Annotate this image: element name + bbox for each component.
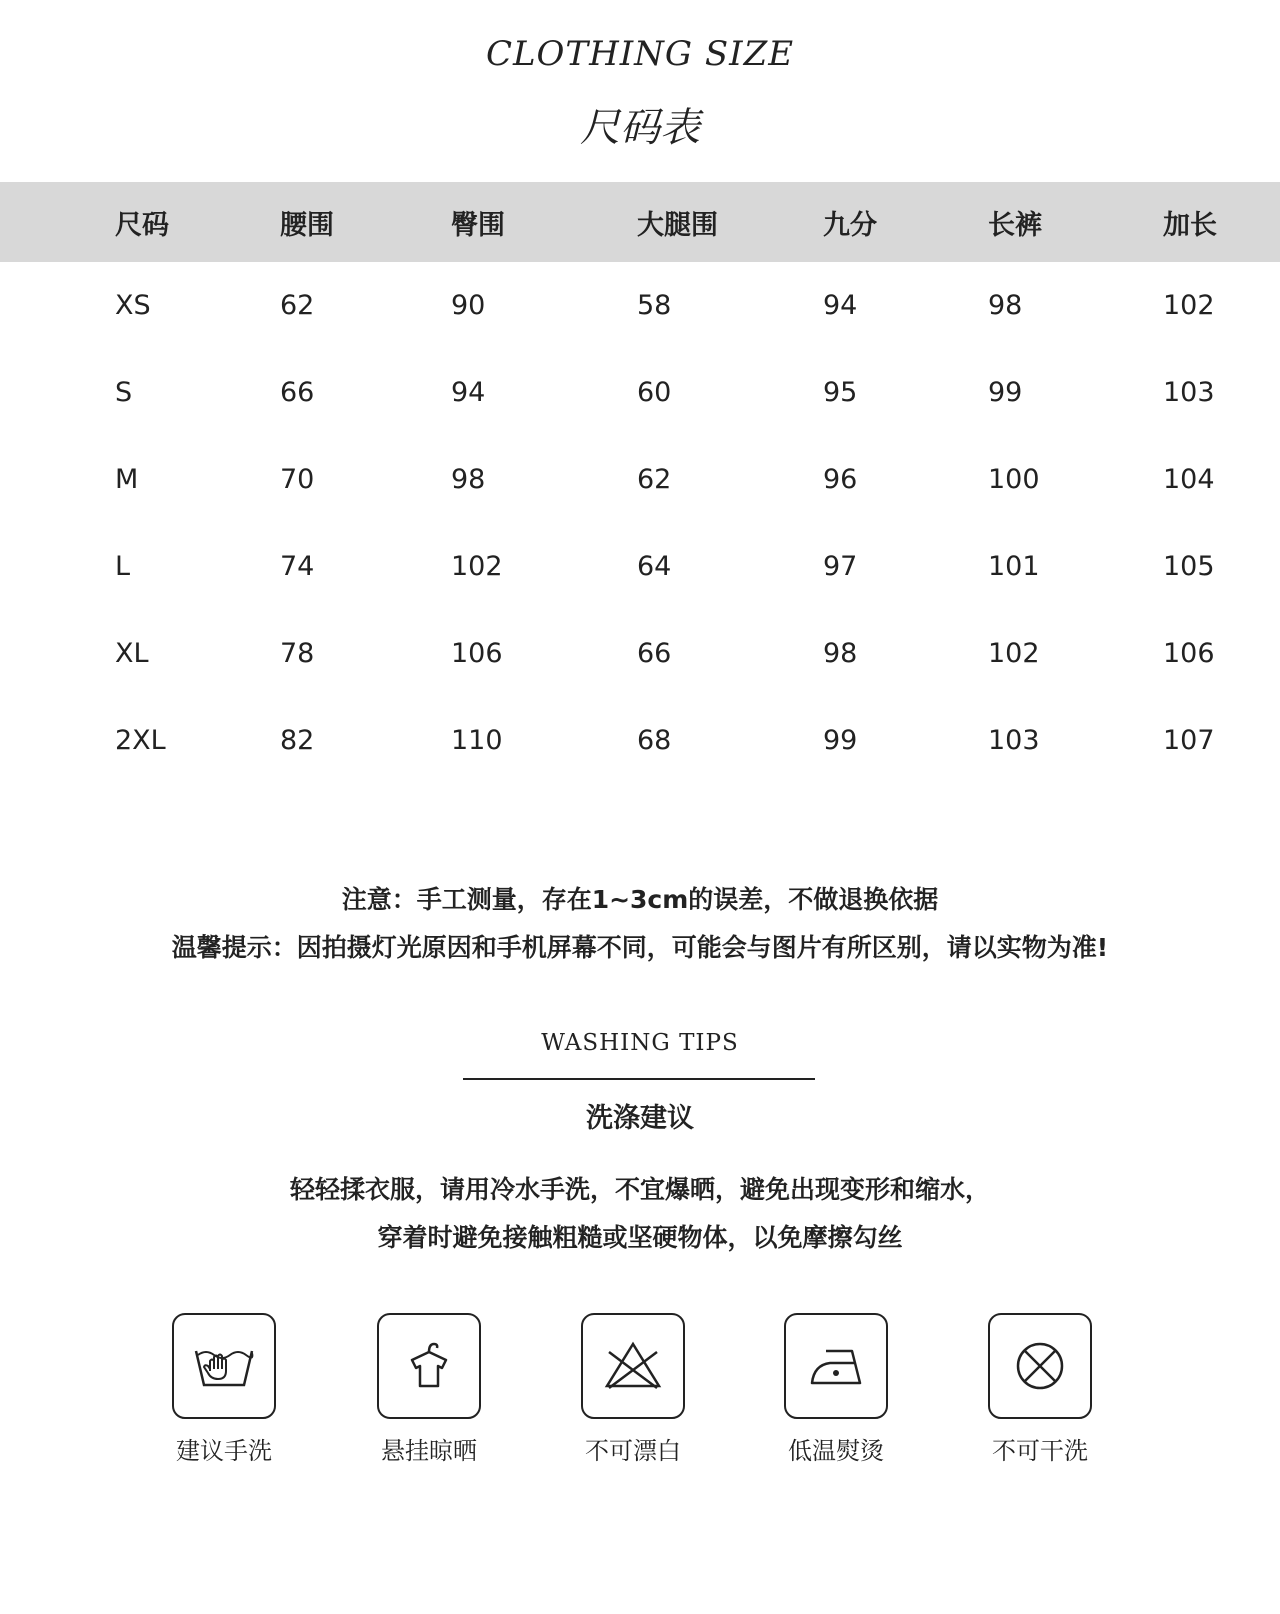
- care-icon-box: [581, 1313, 685, 1419]
- table-row: 2XL 82 110 68 99 103 107: [115, 725, 1215, 756]
- size-chart-title-en: CLOTHING SIZE: [485, 34, 795, 74]
- care-label: 建议手洗: [176, 1437, 272, 1465]
- washing-tips-title-cn: 洗涤建议: [586, 1103, 694, 1134]
- washing-tips-title-en: WASHING TIPS: [541, 1030, 739, 1056]
- care-icon-box: [784, 1313, 888, 1419]
- care-label: 悬挂晾晒: [381, 1437, 477, 1465]
- table-row: M 70 98 62 96 100 104: [115, 464, 1215, 495]
- low-iron-icon: [806, 1343, 866, 1389]
- care-icon-box: [988, 1313, 1092, 1419]
- care-icon-box: [377, 1313, 481, 1419]
- washing-instruction-line: 穿着时避免接触粗糙或坚硬物体，以免摩擦勾丝: [377, 1223, 903, 1252]
- note-measurement-error: 注意：手工测量，存在1~3cm的误差，不做退换依据: [341, 885, 939, 914]
- washing-tips-divider: [463, 1078, 815, 1080]
- table-header-row: 尺码 腰围 臀围 大腿围 九分 长裤 加长: [0, 182, 1280, 262]
- care-item-hang-dry: [369, 1313, 489, 1466]
- no-dry-clean-icon: [1012, 1338, 1068, 1394]
- no-bleach-icon: [603, 1340, 663, 1392]
- size-table: [0, 182, 1280, 784]
- size-chart-title-cn: 尺码表: [580, 105, 700, 151]
- table-row: L 74 102 64 97 101 105: [115, 551, 1215, 582]
- care-item-no-dry-clean: [980, 1313, 1100, 1466]
- table-row: XS 62 90 58 94 98 102: [115, 290, 1215, 321]
- washing-instruction-line: 轻轻揉衣服，请用冷水手洗，不宜爆晒，避免出现变形和缩水，: [289, 1175, 990, 1204]
- measurement-notes: [0, 876, 1280, 972]
- table-row: S 66 94 60 95 99 103: [115, 377, 1215, 408]
- care-item-no-bleach: [573, 1313, 693, 1466]
- care-item-hand-wash: [164, 1313, 284, 1466]
- table-row: XL 78 106 66 98 102 106: [115, 638, 1215, 669]
- care-label: 不可漂白: [585, 1437, 681, 1465]
- table-body: [0, 262, 1280, 784]
- note-color-difference: 温馨提示：因拍摄灯光原因和手机屏幕不同，可能会与图片有所区别，请以实物为准!: [171, 933, 1109, 962]
- care-item-low-iron: [776, 1313, 896, 1466]
- washing-instructions: [0, 1166, 1280, 1262]
- care-label: 不可干洗: [992, 1437, 1088, 1465]
- care-icon-box: [172, 1313, 276, 1419]
- care-label: 低温熨烫: [788, 1437, 884, 1465]
- hang-dry-icon: [404, 1338, 454, 1394]
- hand-wash-icon: [192, 1341, 256, 1391]
